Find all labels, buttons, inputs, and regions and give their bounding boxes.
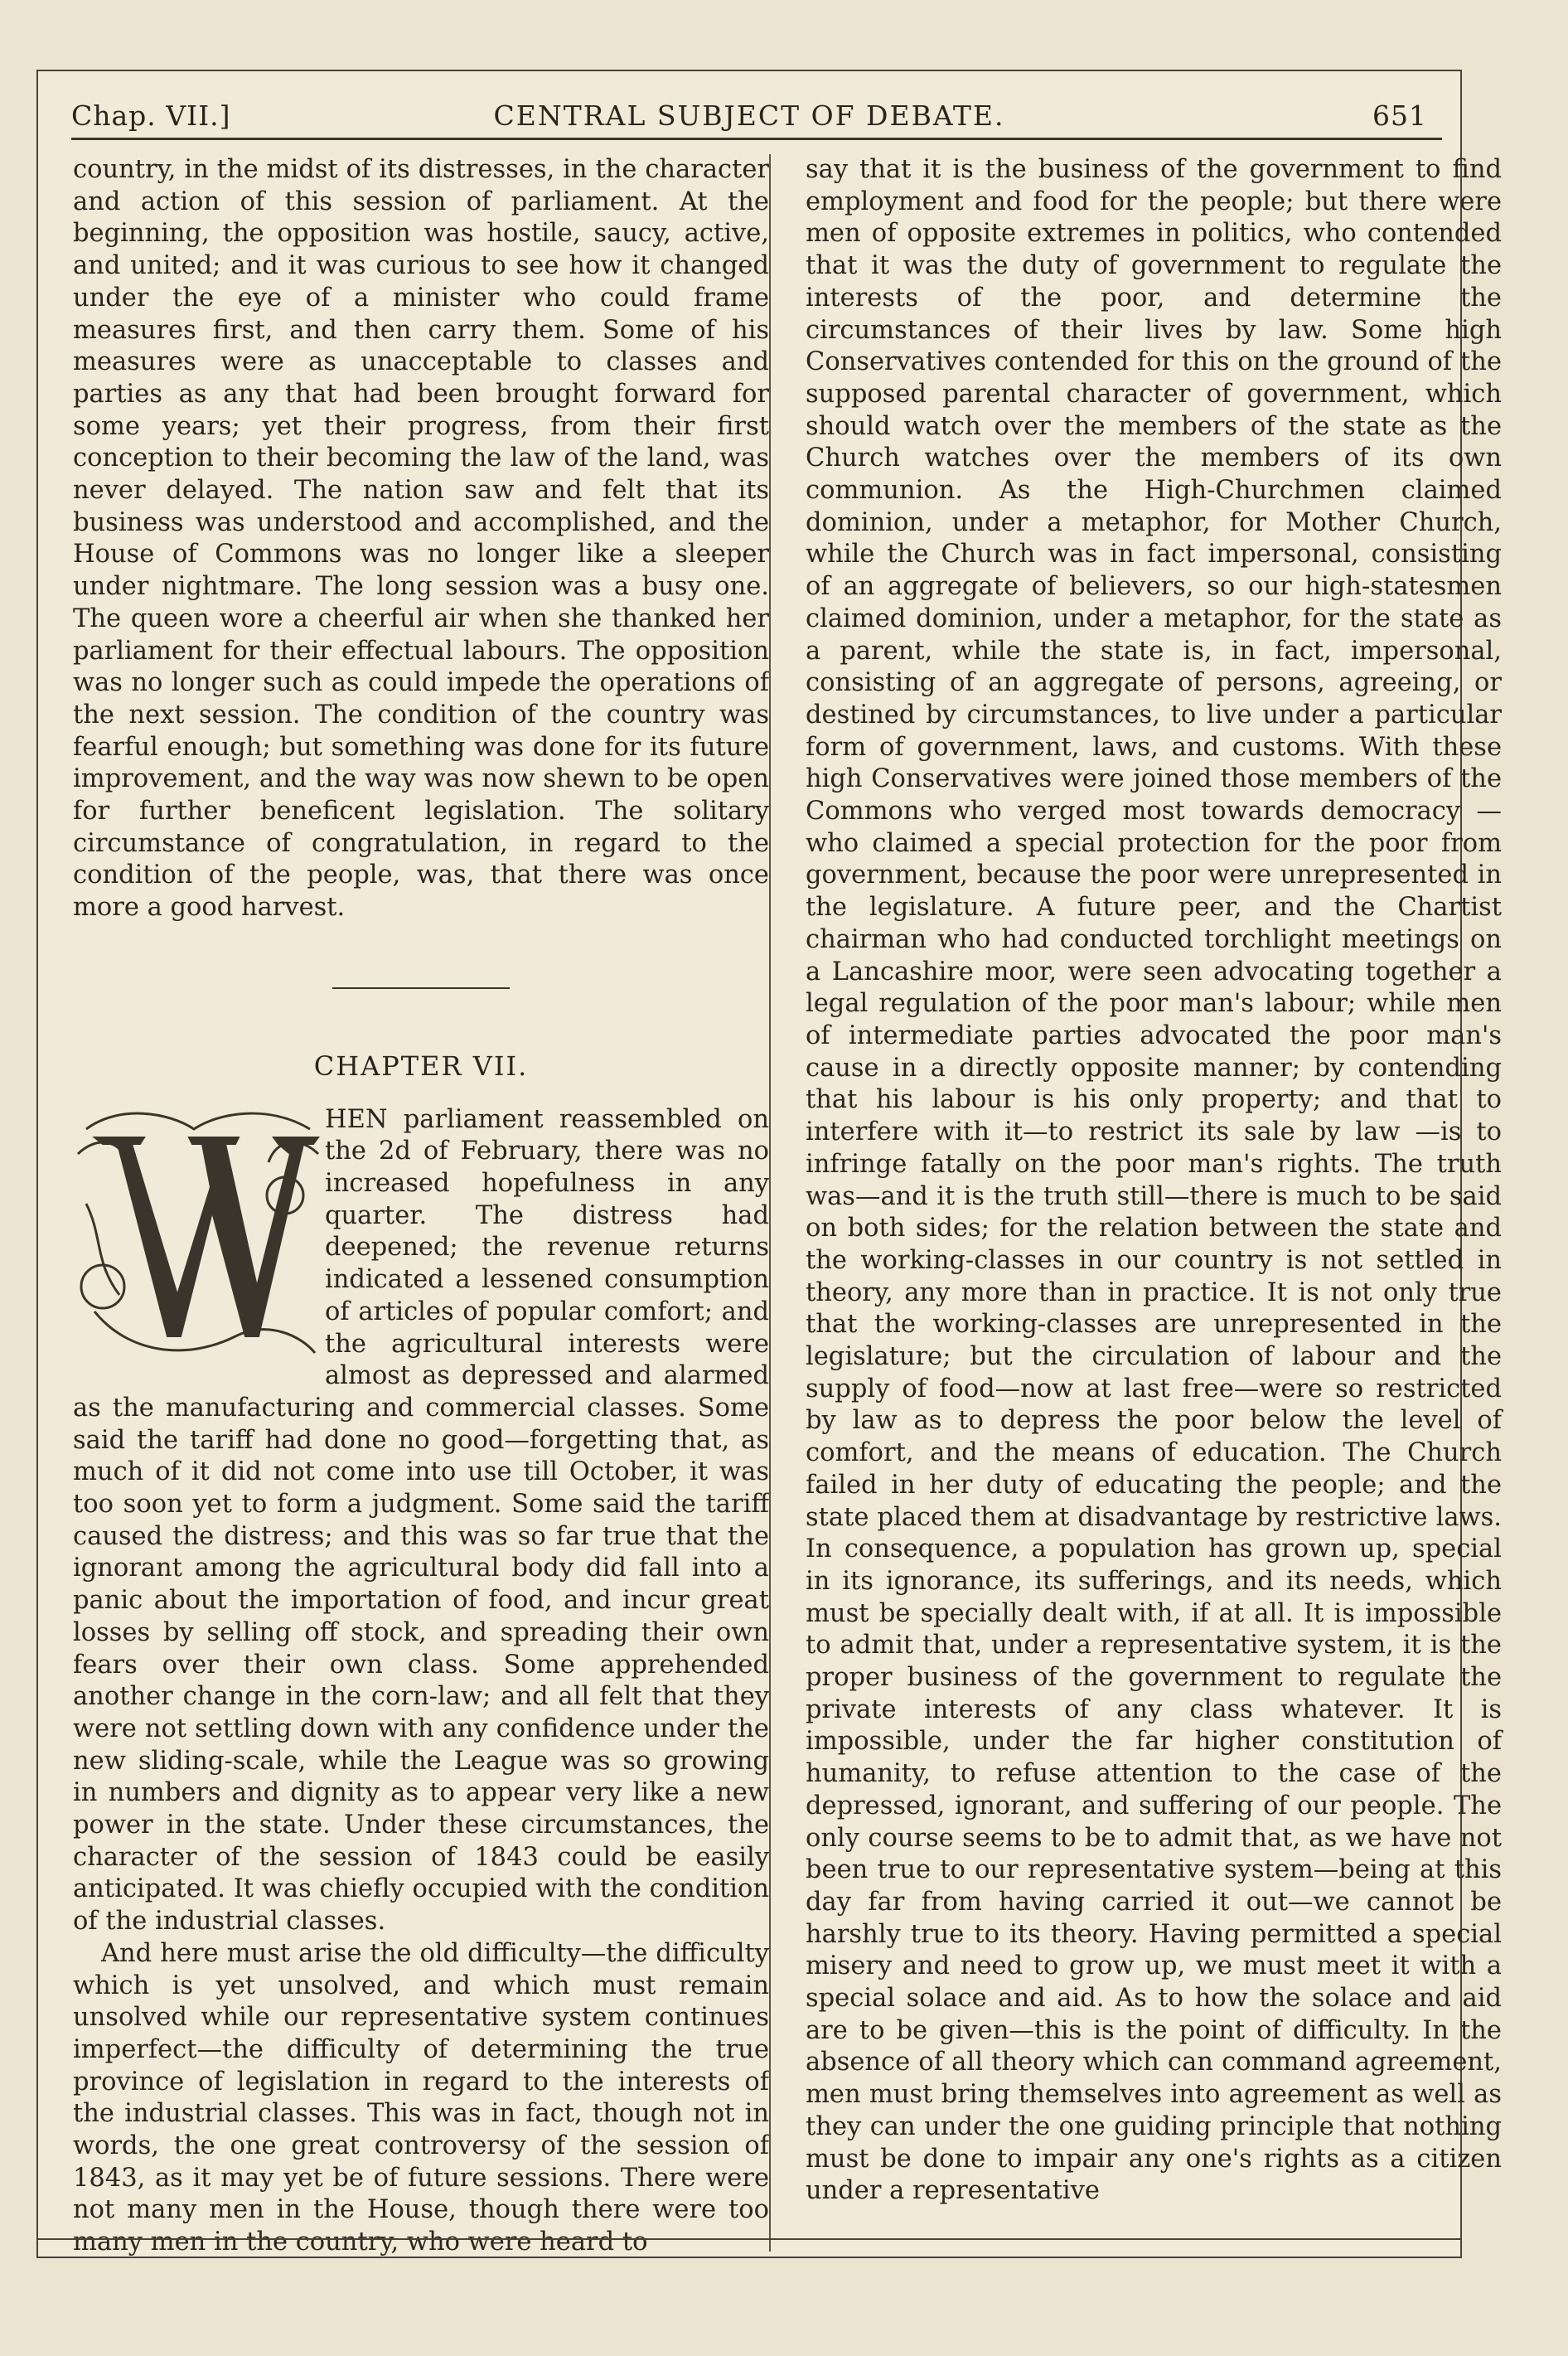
paragraph-difficulty: And here must arise the old difficulty—the difficulty which is yet unsolved, and which must remain unsolved while our representative system continues imperfect—the difficulty of determining the true province of legislation in regard to the interests of the industrial classes. This was in fact, though not in words, the one great controversy of the session of 1843, as it may yet be of future sessions. There were not many men in the House, though there were too many men in the country, who were heard to xyxy=(73,1938,769,2257)
header-rule xyxy=(71,138,1442,140)
footer-rule xyxy=(38,2238,1460,2240)
chapter-opening xyxy=(73,1104,769,2259)
chapter-heading: CHAPTER VII. xyxy=(313,1050,529,1082)
book-page xyxy=(36,70,1502,2258)
left-column xyxy=(73,154,769,2259)
right-column xyxy=(769,154,1502,2252)
paragraph-chapter-open: HEN parliament reassembled on the 2d of February, there was no increased hopefulness in any quarter. The distress had deepened; the revenue returns indicated a lessened consumption of articles of popular comfort; and the agricultural interests were almost as depressed and alarmed as the manufacturing and commercial classes. Some said the tariff had done no good—forgetting that, as much of it did not come into use till October, it was too soon yet to form a judgment. Some said the tariff caused the distress; and this was so far true that the ignorant among the agricultural body did fall into a panic about the importation of food, and incur great losses by selling off stock, and spreading their own fears over their own class. Some apprehended another change in the corn-law; and all felt that they were not settling down with any confidence under the new sliding-scale, while the League was so growing in numbers and dignity as to appear very like a new power in the state. Under these circumstances, the character of the session of 1843 could be easily anticipated. It was chiefly occupied with the condition of the industrial classes. xyxy=(73,1104,769,1937)
ornamental-drop-cap-w xyxy=(70,1104,323,1365)
running-header xyxy=(71,91,1427,141)
section-divider xyxy=(332,987,510,989)
page-number: 651 xyxy=(1372,99,1427,132)
paragraph-intro: country, in the midst of its distresses, in the character and action of this session of parliament. At the beginning, the opposition was hostile, saucy, active, and united; and it was curious to see how it changed under the eye of a minister who could frame measures first, and then carry them. Some of his measures were as unacceptable to classes and parties as any that had been brought forward for some years; yet their progress, from their first conception to their becoming the law of the land, was never delayed. The nation saw and felt that its business was understood and accomplished, and the House of Commons was no longer like a sleeper under nightmare. The long session was a busy one. The queen wore a cheerful air when she thanked her parliament for their effectual labours. The opposition was no longer such as could impede the operations of the next session. The condition of the country was fearful enough; but something was done for its future improvement, and the way was now shewn to be open for further beneficent legislation. The solitary circumstance of congratulation, in regard to the condition of the people, was, that there was once more a good harvest. xyxy=(73,155,769,923)
running-title: CENTRAL SUBJECT OF DEBATE. xyxy=(493,99,1005,132)
paragraph-continued: say that it is the business of the government to find employment and food for the people; but there were men of opposite extremes in politics, who contended that it was the duty of government to regulate the interests of the poor, and determine the circumstances of their lives by law. Some high Conservatives contended for this on the ground of the supposed parental character of government, which should watch over the members of the state as the Church watches over the members of its own communion. As the High-Churchmen claimed dominion, under a metaphor, for Mother Church, while the Church was in fact impersonal, consisting of an aggregate of believers, so our high-statesmen claimed dominion, under a metaphor, for the state as a parent, while the state is, in fact, impersonal, consisting of an aggregate of persons, agreeing, or destined by circumstances, to live under a particular form of government, laws, and customs. With these high Conservatives were joined those members of the Commons who verged most towards democracy —who claimed a special protection for the poor from government, because the poor were unrepresented in the legislature. A future peer, and the Chartist chairman who had conducted torchlight meetings on a Lancashire moor, were seen advocating together a legal regulation of the poor man's labour; while men of intermediate parties advocated the poor man's cause in a directly opposite manner; by contending that his labour is his only property; and that to interfere with it—to restrict its sale by law —is to infringe fatally on the poor man's rights. The truth was—and it is the truth still—there is much to be said on both sides; for the relation between the state and the working-classes in our country is not settled in theory, any more than in practice. It is not only true that the working-classes are unrepresented in the legislature; but the circulation of labour and the supply of food—now at last free—were so restricted by law as to depress the poor below the level of comfort, and the means of education. The Church failed in her duty of educating the people; and the state placed them at disadvantage by restrictive laws. In consequence, a population has grown up, special in its ignorance, its sufferings, and its needs, which must be specially dealt with, if at all. It is impossible to admit that, under a representative system, it is the proper business of the government to regulate the private interests of any class whatever. It is impossible, under the far higher constitution of humanity, to refuse attention to the case of the depressed, ignorant, and suffering of our people. The only course seems to be to admit that, as we have not been true to our representative system—being at this day far from having carried it out—we cannot be harshly true to its theory. Having permitted a special misery and need to grow up, we must meet it with a special solace and aid. As to how the solace and aid are to be given—this is the point of difficulty. In the absence of all theory which can command agreement, men must bring themselves into agreement as well as they can under the one guiding principle that nothing must be done to impair any one's rights as a citizen under a representative xyxy=(806,155,1502,2206)
chapter-reference: Chap. VII.] xyxy=(71,99,231,132)
